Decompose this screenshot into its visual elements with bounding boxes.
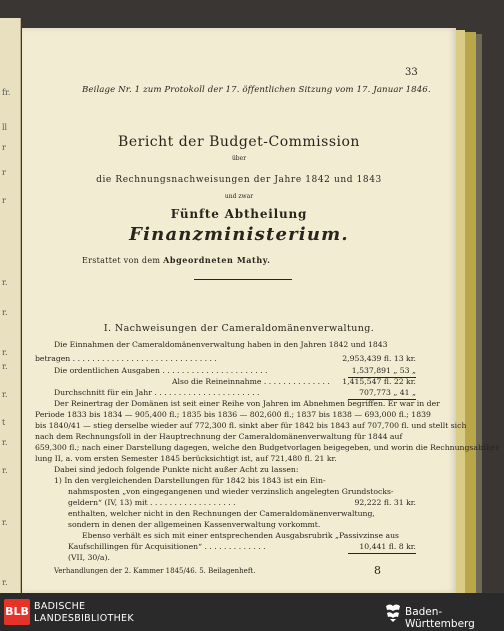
bw-name[interactable]: Baden-Württemberg bbox=[405, 606, 475, 630]
erstattet-line bbox=[82, 256, 270, 265]
title-rule bbox=[194, 279, 292, 280]
page-number: 33 bbox=[405, 67, 418, 78]
page-edge bbox=[465, 32, 476, 593]
prev-page-fragment: r. bbox=[2, 518, 8, 527]
prev-page-fragment: r. bbox=[2, 390, 8, 399]
amount-grundstock: 92,222 fl. 31 kr. bbox=[354, 498, 416, 507]
text-line: nahmsposten „von eingegangenen und wieder verzinslich angelegten Grundstocks- bbox=[68, 487, 394, 496]
und-zwar-line: und zwar bbox=[224, 193, 254, 200]
text-line: Der Reinertrag der Domänen ist seit einer Reihe von Jahren im Abnehmen begriffen. Er war in der bbox=[54, 399, 440, 408]
prev-page-fragment: r bbox=[2, 196, 6, 205]
prev-page-fragment: r. bbox=[2, 578, 8, 587]
text-line: Durchschnitt für ein Jahr . . . . . . . . . . . . . . . . . . . . . . bbox=[54, 388, 260, 397]
prev-page-fragment: r. bbox=[2, 308, 8, 317]
prev-page-fragment: r. bbox=[2, 278, 8, 287]
text-line: Dabei sind jedoch folgende Punkte nicht außer Acht zu lassen: bbox=[54, 465, 299, 474]
erstattet-author: Abgeordneten Mathy. bbox=[163, 255, 271, 265]
amount-passivzinse: 10,441 fl. 8 kr. bbox=[359, 542, 416, 551]
section-heading: I. Nachweisungen der Cameraldomänenverwaltung. bbox=[103, 323, 375, 334]
prev-page-fragment: r. bbox=[2, 466, 8, 475]
rechnungen-line: die Rechnungsnachweisungen der Jahre 1842 und 1843 bbox=[96, 175, 382, 185]
blb-logo[interactable]: BLB bbox=[4, 599, 30, 625]
text-line: geldern“ (IV, 13) mit . . . . . . . . . . . . . . . . . . bbox=[68, 498, 236, 507]
previous-page-edge bbox=[0, 18, 21, 593]
amount-ausgaben: 1,537,891 „ 53 „ bbox=[351, 366, 416, 375]
prev-page-fragment: r. bbox=[2, 438, 8, 447]
text-line: (VII, 30/a). bbox=[68, 553, 110, 562]
prev-page-fragment: ll bbox=[2, 123, 8, 132]
beilage-line: Beilage Nr. 1 zum Protokoll der 17. öffentlichen Sitzung vom 17. Januar 1846. bbox=[82, 85, 431, 95]
page-edge bbox=[476, 34, 482, 593]
text-line: enthalten, welcher nicht in den Rechnungen der Cameraldomänenverwaltung, bbox=[68, 509, 375, 518]
report-title: Bericht der Budget-Commission bbox=[118, 134, 360, 150]
text-line: betragen . . . . . . . . . . . . . . . . . . . . . . . . . . . . . . bbox=[35, 354, 217, 363]
page-edge bbox=[456, 30, 465, 593]
signature-mark: 8 bbox=[374, 564, 381, 577]
blb-name-line1: BADISCHE bbox=[34, 601, 86, 612]
text-line: bis 1840/41 — stieg derselbe wieder auf 772,300 fl. sinkt aber für 1842 bis 1843 auf 707,700 fl. und stellt sich bbox=[35, 421, 467, 430]
blb-name-line2: LANDESBIBLIOTHEK bbox=[34, 613, 134, 624]
text-line: 1) In den vergleichenden Darstellungen für 1842 bis 1843 ist ein Ein- bbox=[54, 476, 326, 485]
ministerium-heading: Finanzministerium. bbox=[129, 224, 349, 245]
footer-source: Verhandlungen der 2. Kammer 1845/46. 5. Beilagenheft. bbox=[54, 567, 256, 575]
ueber-line: über bbox=[231, 155, 247, 162]
text-line: lung II, a. vom ersten Semester 1845 berücksichtigt ist, auf 721,480 fl. 21 kr. bbox=[35, 454, 337, 463]
text-line: Ebenso verhält es sich mit einer entsprechenden Ausgabsrubrik „Passivzinse aus bbox=[82, 531, 399, 540]
text-line: nach dem Rechnungsſoll in der Hauptrechnung der Cameraldomänenverwaltung für 1844 auf bbox=[35, 432, 403, 441]
text-line: Die Einnahmen der Cameraldomänenverwaltung haben in den Jahren 1842 und 1843 bbox=[54, 340, 388, 349]
abtheilung-heading: Fünfte Abtheilung bbox=[170, 207, 308, 221]
prev-page-fragment: t bbox=[2, 418, 6, 427]
text-line: Also die Reineinnahme . . . . . . . . . . . . . . bbox=[172, 377, 330, 386]
prev-page-fragment: r. bbox=[2, 348, 8, 357]
prev-page-fragment: fr. bbox=[2, 88, 11, 97]
baden-wuerttemberg-lion-icon[interactable] bbox=[384, 602, 402, 622]
prev-page-fragment: r bbox=[2, 143, 6, 152]
text-line: Die ordentlichen Ausgaben . . . . . . . . . . . . . . . . . . . . . . bbox=[54, 366, 268, 375]
amount-reineinnahme: 1,415,547 fl. 22 kr. bbox=[342, 377, 416, 386]
document-page bbox=[22, 28, 501, 593]
text-line: sondern in denen der allgemeinen Kassenverwaltung vorkommt. bbox=[68, 520, 321, 529]
text-line: 659,300 fl.; nach einer Darstellung dagegen, welche den Budgetvorlagen beigegeben, und worin die Rechnungsabthei- bbox=[35, 443, 501, 452]
amount-betragen: 2,953,439 fl. 13 kr. bbox=[342, 354, 416, 363]
prev-page-fragment: r bbox=[2, 168, 6, 177]
blb-name[interactable] bbox=[34, 601, 134, 625]
erstattet-prefix: Erstattet von dem bbox=[82, 256, 161, 265]
text-line: Kaufschillingen für Acquisitionen“ . . . . . . . . . . . . . bbox=[68, 542, 266, 551]
text-line: Periode 1833 bis 1834 — 905,400 fl.; 1835 bis 1836 — 802,600 fl.; 1837 bis 1838 — 693,000 fl.; 1839 bbox=[35, 410, 431, 419]
sum-rule bbox=[348, 553, 416, 554]
library-footer-bar bbox=[0, 593, 504, 631]
amount-durchschnitt: 707,773 „ 41 „ bbox=[359, 388, 416, 397]
prev-page-fragment: r. bbox=[2, 362, 8, 371]
